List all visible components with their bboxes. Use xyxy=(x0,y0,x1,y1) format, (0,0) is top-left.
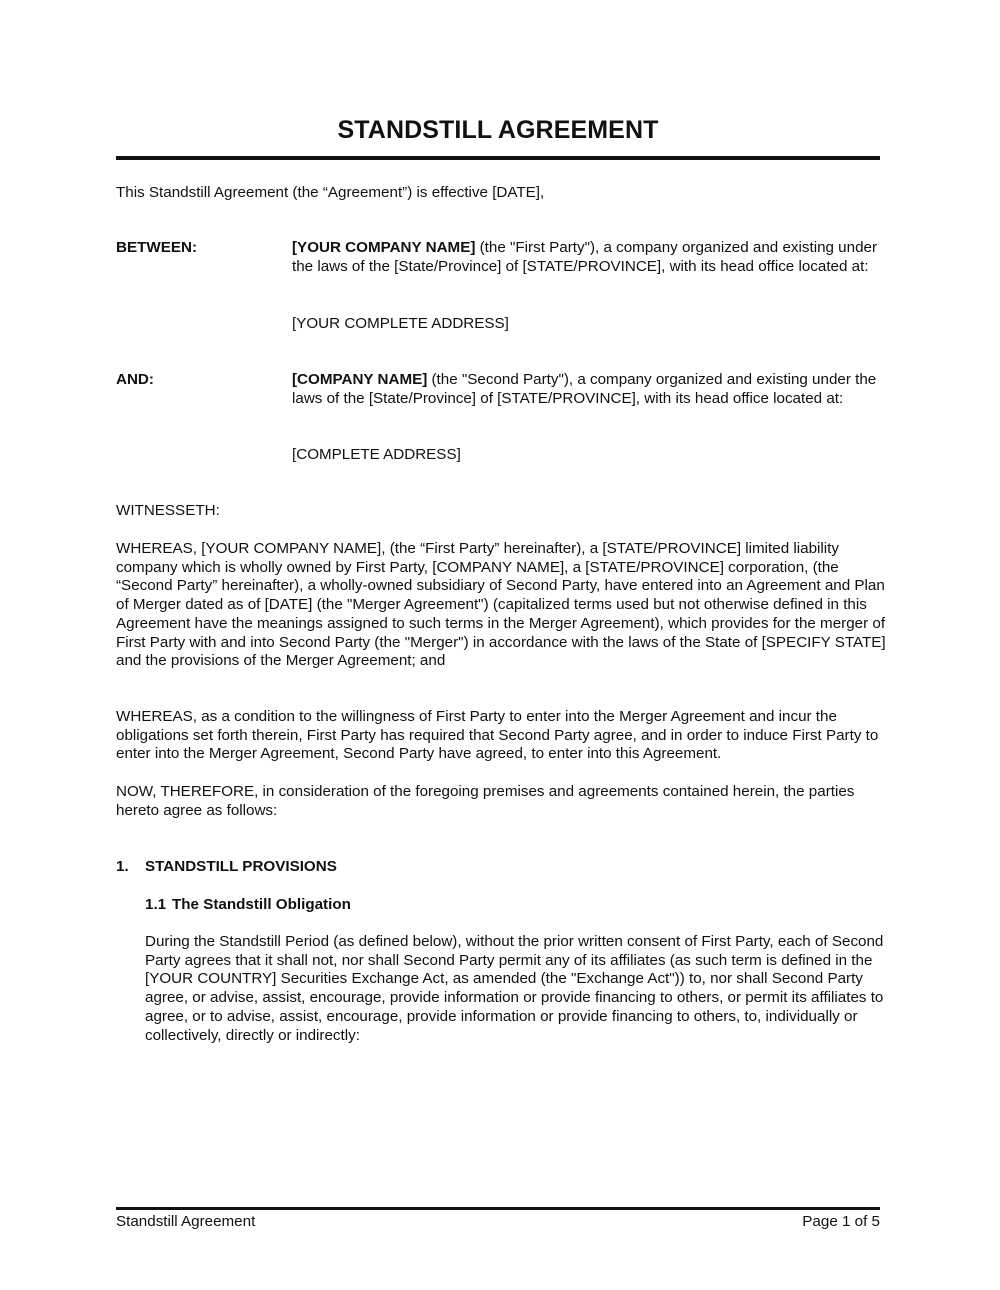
recital-paragraph-3: NOW, THEREFORE, in consideration of the foregoing premises and agreements contained herein, the parties hereto agree as follows: xyxy=(116,783,855,819)
party-text-first: (the "First Party"), a company organized and existing under the laws of the [State/Province] of [STATE/PROVINCE], with its head office located at: xyxy=(292,239,878,275)
subsection-title: The Standstill Obligation xyxy=(172,896,351,913)
section-title: STANDSTILL PROVISIONS xyxy=(145,858,337,875)
party-description-first xyxy=(292,239,882,276)
subsection-body-1-1: During the Standstill Period (as defined below), without the prior written consent of First Party, each of Second Party agrees that it shall not, nor shall Second Party permit any of its affiliates (as such term is defined in the [YOUR COUNTRY] Securities Exchange Act, as amended (the "Exchange Act")) to, nor shall Second Party agree, or advise, assist, encourage, provide information or provide financing to others, or permit its affiliates to agree, or to advise, assist, encourage, provide information or provide financing to others, to, individually or collectively, directly or indirectly: xyxy=(145,933,884,1044)
footer-page-number: Page 1 of 5 xyxy=(802,1213,880,1230)
party-description-second xyxy=(292,371,882,408)
recital-paragraph-2: WHEREAS, as a condition to the willingness of First Party to enter into the Merger Agreement and incur the obligations set forth therein, First Party has required that Second Party agree, and in order to induce First Party to enter into the Merger Agreement, Second Party have agreed, to enter into this Agreement. xyxy=(116,708,879,763)
party-label-between: BETWEEN: xyxy=(116,239,197,256)
section-number: 1. xyxy=(116,858,129,875)
document-page xyxy=(116,0,886,1290)
footer-divider xyxy=(116,1207,880,1210)
title-divider xyxy=(116,156,880,160)
party-address-second: [COMPLETE ADDRESS] xyxy=(292,446,461,463)
intro-paragraph: This Standstill Agreement (the “Agreement”) is effective [DATE], xyxy=(116,184,545,201)
party-name-second: [COMPANY NAME] xyxy=(292,371,428,388)
party-text-second: (the "Second Party"), a company organized and existing under the laws of the [State/Province] of [STATE/PROVINCE], with its head office located at: xyxy=(292,371,877,407)
document-title: STANDSTILL AGREEMENT xyxy=(337,116,659,144)
subsection-heading-1-1 xyxy=(145,896,351,915)
party-name-first: [YOUR COMPANY NAME] xyxy=(292,239,476,256)
recital-paragraph-1: WHEREAS, [YOUR COMPANY NAME], (the “First Party” hereinafter), a [STATE/PROVINCE] limited liability company which is wholly owned by First Party, [COMPANY NAME], a [STATE/PROVINCE] corporation, (the “Second Party” hereinafter), a wholly-owned subsidiary of Second Party, have entered into an Agreement and Plan of Merger dated as of [DATE] (the "Merger Agreement") (capitalized terms used but not otherwise defined in this Agreement have the meanings assigned to such terms in the Merger Agreement), which provides for the merger of First Party with and into Second Party (the "Merger") in accordance with the laws of the State of [SPECIFY STATE] and the provisions of the Merger Agreement; and xyxy=(116,540,886,670)
party-address-first: [YOUR COMPLETE ADDRESS] xyxy=(292,315,509,332)
footer-document-name: Standstill Agreement xyxy=(116,1213,256,1230)
section-heading-1 xyxy=(116,858,337,877)
party-label-and: AND: xyxy=(116,371,154,388)
subsection-number: 1.1 xyxy=(145,896,167,913)
witnesseth-heading: WITNESSETH: xyxy=(116,502,220,519)
